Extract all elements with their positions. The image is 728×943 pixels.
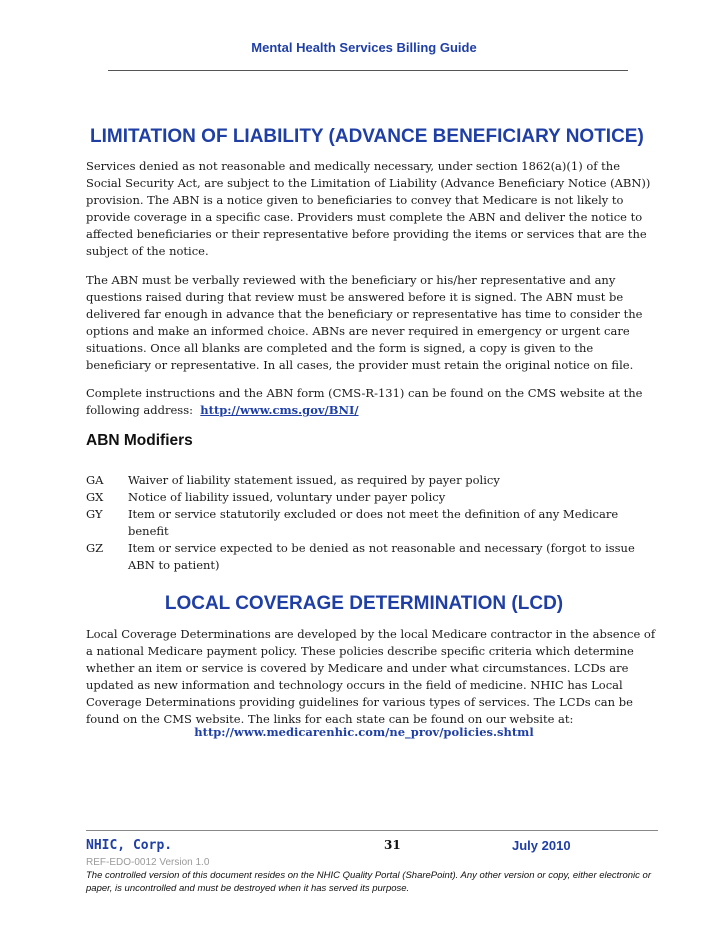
modifier-code: GX: [86, 490, 104, 504]
document-reference: REF-EDO-0012 Version 1.0: [86, 857, 210, 868]
list-item: [86, 472, 658, 489]
modifier-code: GA: [86, 473, 104, 487]
list-item: [86, 506, 658, 540]
footer-company: NHIC, Corp.: [86, 838, 173, 853]
header-rule: [108, 70, 628, 71]
modifier-description: Item or service expected to be denied as not reasonable and necessary (forgot to issue ABN to patient): [128, 541, 635, 572]
section-heading-lcd: LOCAL COVERAGE DETERMINATION (LCD): [164, 593, 564, 614]
modifier-code: GZ: [86, 541, 104, 555]
paragraph-liability-2: [86, 272, 658, 374]
control-notice: The controlled version of this document resides on the NHIC Quality Portal (SharePoint). Any other version or copy, either electronic or paper, is uncontrolled and must be destroyed when it has served its purpose.: [86, 870, 651, 894]
lcd-policies-link[interactable]: http://www.medicarenhic.com/ne_prov/policies.shtml: [194, 725, 534, 739]
paragraph-lcd: [86, 626, 658, 728]
page-number: 31: [384, 838, 401, 852]
section-heading-liability: LIMITATION OF LIABILITY (ADVANCE BENEFICIARY NOTICE): [90, 126, 644, 147]
modifier-description: Notice of liability issued, voluntary under payer policy: [128, 490, 446, 504]
paragraph-text: Complete instructions and the ABN form (CMS-R-131) can be found on the CMS website at the following address:: [86, 386, 643, 417]
paragraph-text: Services denied as not reasonable and medically necessary, under section 1862(a)(1) of the Social Security Act, are subject to the Limitation of Liability (Advance Beneficiary Notice (ABN)) provision. The ABN is a notice given to beneficiaries to convey that Medicare is not likely to provide coverage in a specific case. Providers must complete the ABN and deliver the notice to affected beneficiaries or their representative before providing the items or services that are the subject of the notice.: [86, 159, 651, 258]
header-title: Mental Health Services Billing Guide: [251, 40, 477, 55]
footer-date: July 2010: [512, 838, 571, 853]
footer-rule: [86, 830, 658, 831]
modifier-description: Waiver of liability statement issued, as required by payer policy: [128, 473, 500, 487]
paragraph-text: Local Coverage Determinations are developed by the local Medicare contractor in the absence of a national Medicare payment policy. These policies describe specific criteria which determine whether an item or service is covered by Medicare and under what circumstances. LCDs are updated as new information and technology occurs in the field of medicine. NHIC has Local Coverage Determinations providing guidelines for various types of services. The LCDs can be found on the CMS website. The links for each state can be found on our website at:: [86, 627, 656, 726]
list-item: [86, 540, 658, 574]
cms-bni-link[interactable]: http://www.cms.gov/BNI/: [200, 403, 359, 417]
modifiers-heading: ABN Modifiers: [86, 432, 193, 449]
modifier-code: GY: [86, 507, 103, 521]
paragraph-text: The ABN must be verbally reviewed with the beneficiary or his/her representative and any questions raised during that review must be answered before it is signed. The ABN must be delivered far enough in advance that the beneficiary or representative has time to consider the options and make an informed choice. ABNs are never required in emergency or urgent care situations. Once all blanks are completed and the form is signed, a copy is given to the beneficiary or representative. In all cases, the provider must retain the original notice on file.: [86, 273, 643, 372]
modifier-description: Item or service statutorily excluded or does not meet the definition of any Medicare benefit: [128, 507, 619, 538]
list-item: [86, 489, 658, 506]
paragraph-liability-3: [86, 385, 658, 419]
modifiers-list: [86, 472, 658, 574]
paragraph-liability-1: [86, 158, 658, 260]
